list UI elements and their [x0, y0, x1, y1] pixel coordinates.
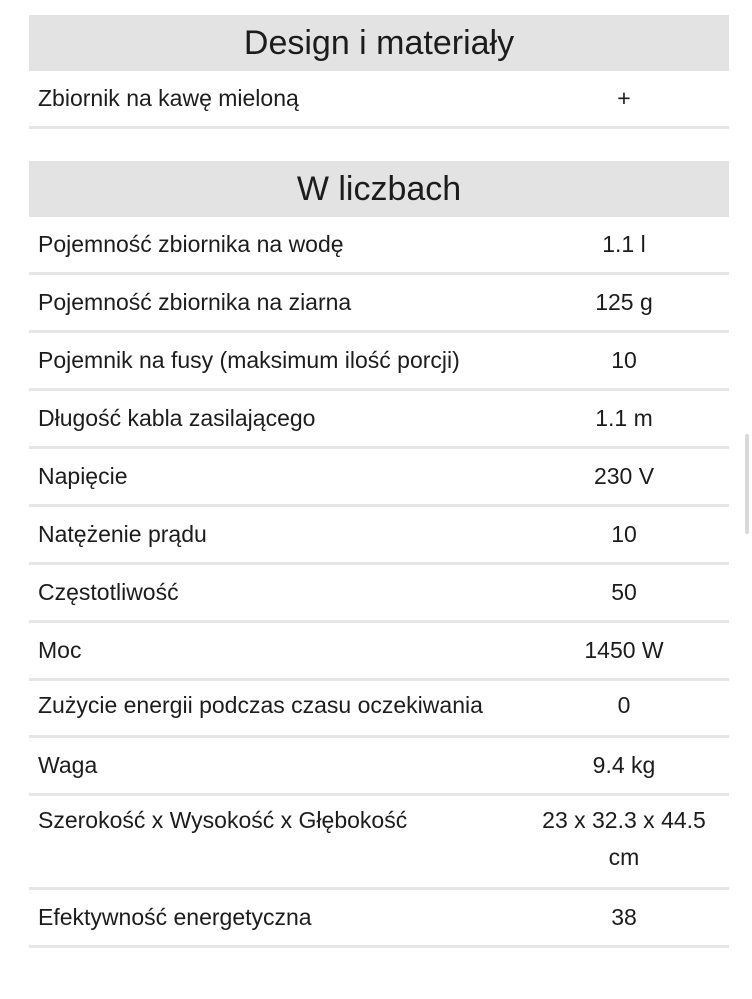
spec-value: 23 x 32.3 x 44.5 cm [542, 807, 706, 870]
spec-value: 10 [611, 347, 637, 373]
spec-row [29, 275, 729, 333]
spec-row [29, 217, 729, 275]
spec-label: Waga [38, 752, 98, 778]
spec-row [29, 71, 729, 129]
section-title-numbers: W liczbach [29, 161, 729, 217]
spec-row [29, 890, 729, 948]
spec-label: Długość kabla zasilającego [38, 405, 316, 431]
spec-row [29, 565, 729, 623]
spec-label: Szerokość x Wysokość x Głębokość [38, 807, 408, 833]
spec-row [29, 796, 729, 890]
section-title-design: Design i materiały [29, 15, 729, 71]
spec-value: 50 [611, 579, 637, 605]
spec-label: Pojemność zbiornika na wodę [38, 231, 344, 257]
spec-row [29, 391, 729, 449]
spec-row [29, 333, 729, 391]
spec-row [29, 623, 729, 681]
spec-value: 1.1 l [602, 231, 646, 257]
spec-label: Pojemnik na fusy (maksimum ilość porcji) [38, 347, 460, 373]
spec-value: 1450 W [584, 637, 664, 663]
spec-value: + [617, 85, 631, 111]
spec-row [29, 449, 729, 507]
spec-value: 1.1 m [595, 405, 653, 431]
spec-label: Zużycie energii podczas czasu oczekiwania [38, 692, 483, 718]
spec-label: Efektywność energetyczna [38, 904, 312, 930]
spec-value: 230 V [593, 463, 655, 489]
spec-label: Moc [38, 637, 82, 663]
scrollbar[interactable] [745, 434, 749, 534]
spec-value: 125 g [595, 289, 653, 315]
spec-row [29, 738, 729, 796]
spec-value: 0 [617, 692, 631, 718]
spec-row [29, 507, 729, 565]
spec-container [29, 15, 729, 948]
spec-row [29, 681, 729, 738]
spec-label: Natężenie prądu [38, 521, 207, 547]
spec-label: Napięcie [38, 463, 128, 489]
spec-label: Pojemność zbiornika na ziarna [38, 289, 352, 315]
spec-value: 38 [611, 904, 637, 930]
spec-label: Zbiornik na kawę mieloną [38, 85, 299, 111]
spec-value: 9.4 kg [592, 752, 656, 778]
spec-label: Częstotliwość [38, 579, 179, 605]
section-gap [29, 129, 729, 161]
spec-value: 10 [611, 521, 637, 547]
